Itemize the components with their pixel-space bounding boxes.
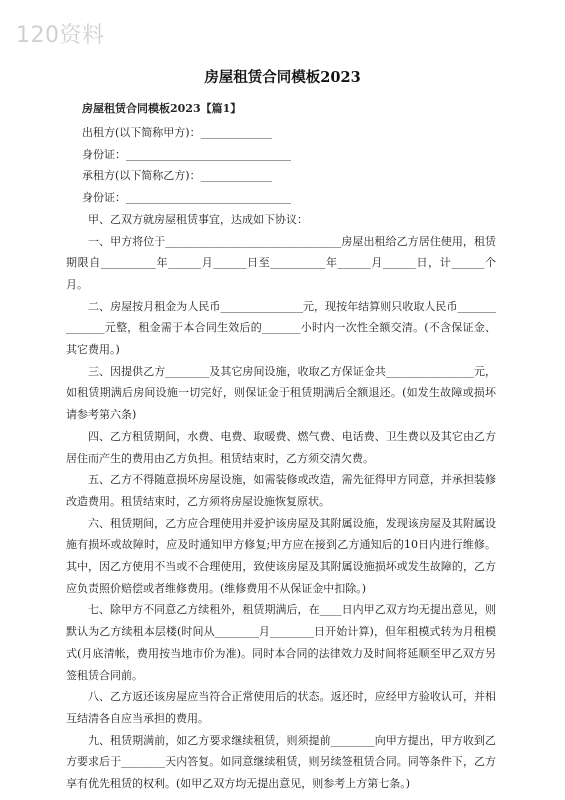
clause-8: 八、乙方返还该房屋应当符合正常使用后的状态。返还时，应经甲方验收认可，并相互结清各自应当承担的费用。 bbox=[66, 690, 496, 725]
clause-4: 四、乙方租赁期间，水费、电费、取暖费、燃气费、电话费、卫生费以及其它由乙方居住而产生的费用由乙方负担。租赁结束时，乙方须交清欠费。 bbox=[66, 429, 496, 465]
document-subtitle: 房屋租赁合同模板2023【篇1】 bbox=[82, 102, 242, 115]
intro-paragraph: 甲、乙双方就房屋租赁事宜，达成如下协议： bbox=[88, 212, 308, 226]
clause-6: 六、租赁期间，乙方应合理使用并爱护该房屋及其附属设施，发现该房屋及其附属设施有损坏或故障时，应及时通知甲方修复;甲方应在接到乙方通知后的10日内进行维修。其中，因乙方使用不当或不合理使用，致使该房屋及其附属设施损坏或发生故障的，乙方应负责照价赔偿或者维修费用。(维修费用不从保证金中扣除。) bbox=[66, 516, 496, 595]
document-body bbox=[66, 99, 496, 795]
clause-5: 五、乙方不得随意损坏房屋设施，如需装修或改造，需先征得甲方同意，并承担装修改造费用。租赁结束时，乙方须将房屋设施恢复原状。 bbox=[66, 473, 496, 508]
lessor-field: 出租方(以下简称甲方)：_____________ bbox=[82, 126, 273, 139]
clause-7: 七、除甲方不同意乙方续租外，租赁期满后，在____日内甲乙双方均无提出意见，则默认为乙方续租本层楼(时间从________月________日开始计算)，但年租模式转为月租模式(月底清帐，费用按当地市价为准)。同时本合同的法律效力及时间将延顺至甲乙双方另签租赁合同前。 bbox=[66, 603, 496, 682]
lessee-field: 承租方(以下简称乙方)：_____________ bbox=[82, 169, 273, 183]
clause-3: 三、因提供乙方________及其它房间设施，收取乙方保证金共________________元，如租赁期满后房间设施一切完好，则保证金于租赁期满后全额退还。(如发生故障或损坏请参考第六条) bbox=[66, 364, 496, 422]
clause-1: 一、甲方将位于________________________________房屋出租给乙方居住使用，租赁期限自__________年______月______日至__________年______月______日，计______个月。 bbox=[66, 234, 496, 291]
watermark-logo-text: 120资料 bbox=[16, 23, 105, 48]
clause-2: 二、房屋按月租金为人民币_______________元，现按年结算则只收取人民币______________元整，租金需于本合同生效后的_______小时内一次性全额交清。(不含保证金、其它费用。) bbox=[66, 299, 496, 357]
lessee-id-field: 身份证：______________________________ bbox=[82, 191, 291, 205]
lessor-id-field: 身份证：______________________________ bbox=[82, 147, 291, 161]
document-title: 房屋租赁合同模板2023 bbox=[204, 69, 361, 86]
clause-9: 九、租赁期满前，如乙方要求继续租赁，则须提前________向甲方提出，甲方收到乙方要求后于________天内答复。如同意继续租赁，则另续签租赁合同。同等条件下，乙方享有优先租赁的权利。(如甲乙双方均无提出意见，则参考上方第七条。) bbox=[66, 733, 496, 791]
